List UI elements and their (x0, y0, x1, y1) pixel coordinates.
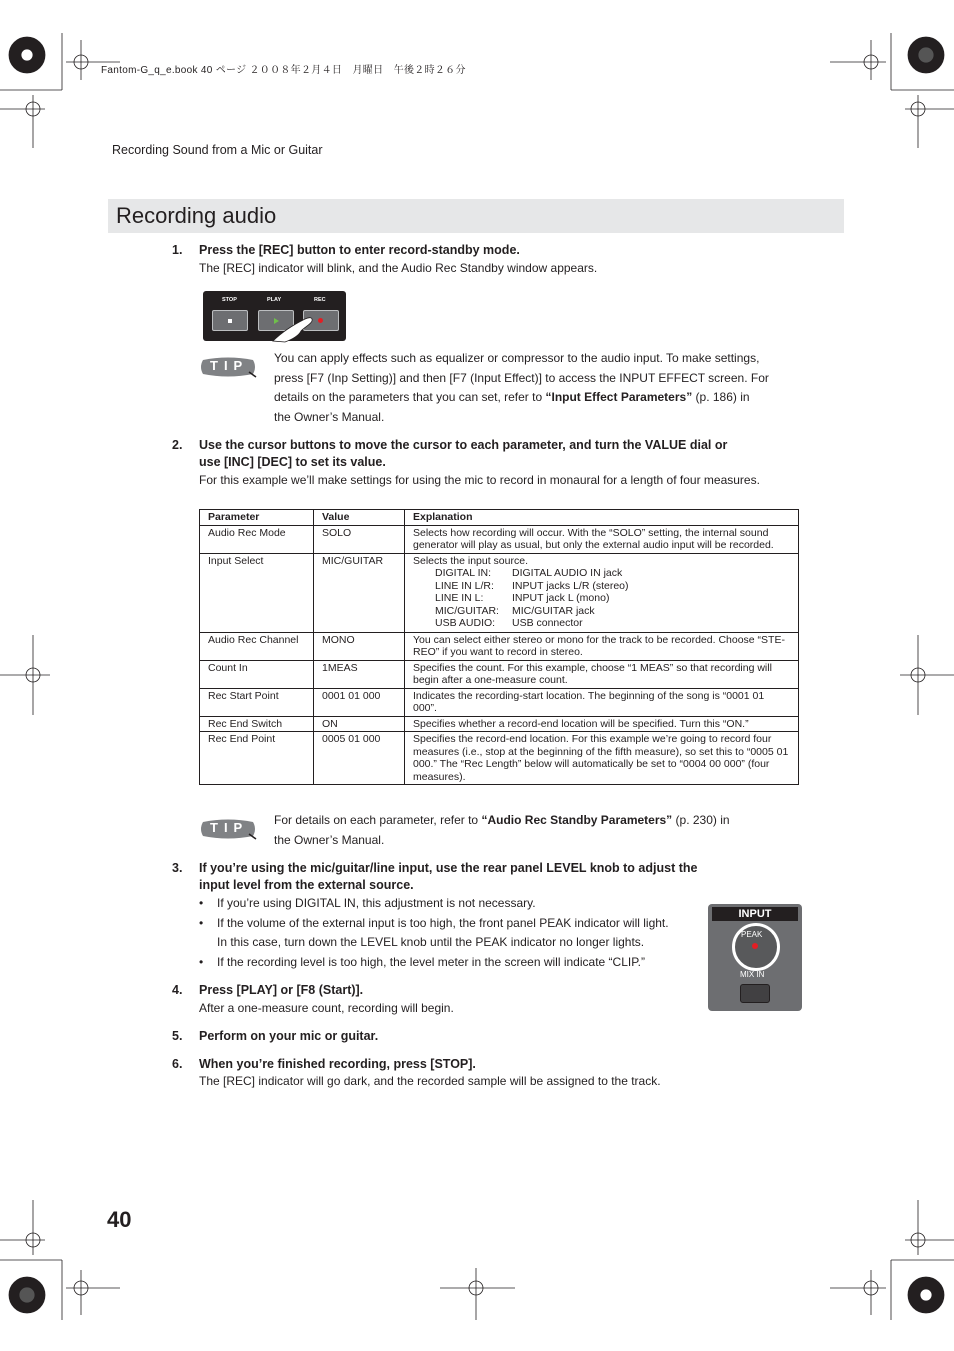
stop-label: STOP (222, 297, 237, 303)
mix-in-label: MIX IN (740, 970, 765, 979)
row-explanation: You can select either stereo or mono for the track to be recorded. Choose “STE-REO” if you want to record in stereo. (405, 632, 799, 660)
audio-rec-standby-ref: “Audio Rec Standby Parameters” (481, 813, 673, 827)
step-6-body: The [REC] indicator will go dark, and the recorded sample will be assigned to the track. (199, 1074, 661, 1088)
input-panel-title: INPUT (712, 907, 798, 921)
option-key: DIGITAL IN: (435, 567, 492, 579)
tip-2-line-1-pre: For details on each parameter, refer to (274, 813, 482, 827)
row-explanation (405, 553, 799, 632)
peak-led-icon (752, 943, 758, 949)
tip-1-text (274, 349, 814, 427)
mix-in-button[interactable] (740, 984, 770, 1003)
table-row (200, 716, 799, 732)
step-3-heading-line-1: If you’re using the mic/guitar/line input, use the rear panel LEVEL knob to adjust the (199, 861, 698, 875)
tip-1-line-3-post: (p. 186) in (692, 390, 750, 404)
parameter-table (199, 509, 799, 785)
step-1-body: The [REC] indicator will blink, and the Audio Rec Standby window appears. (199, 261, 598, 275)
input-option (413, 605, 790, 618)
table-row (200, 660, 799, 688)
option-value: DIGITAL AUDIO IN jack (512, 567, 623, 579)
input-select-desc: Selects the input source. (413, 554, 528, 567)
running-head: Recording Sound from a Mic or Guitar (112, 143, 323, 157)
step-4-body: After a one-measure count, recording will begin. (199, 1001, 454, 1015)
step-4-number: 4. (172, 983, 183, 997)
tip-1-line-2: press [F7 (Inp Setting)] and then [F7 (Input Effect)] to access the INPUT EFFECT screen. For (274, 370, 769, 385)
page-number: 40 (107, 1207, 132, 1232)
section-title-bar (108, 199, 844, 233)
rec-label: REC (314, 297, 326, 303)
tip-1-line-1: You can apply effects such as equalizer or compressor to the audio input. To make settings, (274, 351, 760, 365)
row-value: ON (314, 716, 405, 732)
peak-label: PEAK (741, 930, 763, 939)
step-3-heading-line-2: input level from the external source. (199, 878, 414, 892)
row-value: 0001 01 000 (314, 688, 405, 716)
play-label: PLAY (267, 297, 282, 303)
step-3-heading (199, 860, 809, 894)
row-param: Audio Rec Channel (200, 632, 314, 660)
row-explanation: Specifies whether a record-end location will be specified. Turn this “ON.” (405, 716, 799, 732)
finger-icon (265, 311, 325, 343)
tip-1-line-4: the Owner’s Manual. (274, 409, 385, 424)
stop-icon (228, 319, 232, 323)
row-value: 1MEAS (314, 660, 405, 688)
bullet-text: If the volume of the external input is too high, the front panel PEAK indicator will light. (217, 915, 669, 930)
step-6-heading: When you’re finished recording, press [STOP]. (199, 1057, 476, 1071)
tip-1-label: TIP (210, 358, 249, 373)
step-4-heading: Press [PLAY] or [F8 (Start)]. (199, 983, 364, 997)
input-option (413, 567, 790, 580)
step-2-heading (199, 437, 809, 471)
step-1-heading: Press the [REC] button to enter record-standby mode. (199, 243, 520, 257)
row-param: Count In (200, 660, 314, 688)
table-header-row (200, 510, 799, 526)
row-value: SOLO (314, 525, 405, 553)
bullet-text: In this case, turn down the LEVEL knob until the PEAK indicator no longer lights. (217, 935, 645, 949)
step-5-number: 5. (172, 1029, 183, 1043)
table-row (200, 632, 799, 660)
option-key: MIC/GUITAR: (435, 604, 499, 617)
table-row (200, 525, 799, 553)
step-1-number: 1. (172, 243, 183, 257)
header-value: Value (314, 510, 405, 526)
tip-2-text (274, 811, 814, 850)
step-2-body: For this example we’ll make settings for using the mic to record in monaural for a length of four measures. (199, 473, 760, 487)
tip-2-line-1 (274, 811, 814, 831)
transport-panel (203, 291, 346, 341)
list-item: • If you’re using DIGITAL IN, this adjustment is not necessary. (199, 896, 536, 910)
step-5-heading: Perform on your mic or guitar. (199, 1029, 379, 1043)
step-3-bullets (199, 894, 699, 972)
row-explanation: Specifies the count. For this example, choose “1 MEAS” so that recording will begin after a one-measure count. (405, 660, 799, 688)
option-value: INPUT jack L (mono) (512, 592, 610, 604)
step-6-number: 6. (172, 1057, 183, 1071)
input-effect-params-ref: “Input Effect Parameters” (545, 390, 693, 404)
row-param: Rec End Point (200, 732, 314, 785)
header-parameter: Parameter (200, 510, 314, 526)
tip-2-line-2: the Owner’s Manual. (274, 832, 385, 847)
bullet-text: If you’re using DIGITAL IN, this adjustment is not necessary. (217, 896, 536, 910)
input-option (413, 592, 790, 605)
row-value: MONO (314, 632, 405, 660)
stop-button[interactable] (212, 310, 248, 331)
step-3-number: 3. (172, 861, 183, 875)
row-param: Rec End Switch (200, 716, 314, 732)
table-row (200, 688, 799, 716)
row-value: 0005 01 000 (314, 732, 405, 785)
table-row (200, 553, 799, 632)
print-header: Fantom-G_q_e.book 40 ページ ２００８年２月４日 月曜日 午後２時２６分 (101, 65, 466, 76)
row-param: Audio Rec Mode (200, 525, 314, 553)
row-param: Rec Start Point (200, 688, 314, 716)
section-title: Recording audio (116, 203, 277, 228)
step-2-heading-line-1: Use the cursor buttons to move the cursor to each parameter, and turn the VALUE dial or (199, 438, 728, 452)
option-value: USB connector (512, 617, 583, 629)
row-explanation: Indicates the recording-start location. The beginning of the song is “0001 01 000”. (405, 688, 799, 716)
input-option (413, 617, 790, 631)
option-key: LINE IN L/R: (435, 579, 494, 592)
bullet-text: If the recording level is too high, the level meter in the screen will indicate “CLIP.” (217, 954, 645, 969)
list-item: • If the volume of the external input is too high, the front panel PEAK indicator will light. (199, 915, 669, 930)
row-explanation: Specifies the record-end location. For this example we’re going to record four measures (i.e., stop at the beginning of the fifth measure), so set this to “0005 01 000.” The “Rec Length” below will automatically be set to “0004 00 000” (four measures). (405, 732, 799, 785)
table-row (200, 732, 799, 785)
list-item: • If the recording level is too high, the level meter in the screen will indicate “CLIP.” (199, 954, 645, 969)
option-key: LINE IN L: (435, 592, 484, 604)
input-option (413, 580, 790, 593)
tip-2-line-1-post: (p. 230) in (672, 813, 730, 827)
step-2-number: 2. (172, 438, 183, 452)
tip-1-line-3-pre: details on the parameters that you can set, refer to (274, 390, 546, 404)
tip-2-label: TIP (210, 820, 249, 835)
option-value: INPUT jacks L/R (stereo) (512, 579, 629, 592)
input-panel (708, 904, 802, 1011)
header-explanation: Explanation (405, 510, 799, 526)
row-value: MIC/GUITAR (314, 553, 405, 632)
step-2-heading-line-2: use [INC] [DEC] to set its value. (199, 455, 386, 469)
row-param: Input Select (200, 553, 314, 632)
option-key: USB AUDIO: (435, 617, 496, 629)
option-value: MIC/GUITAR jack (512, 604, 595, 617)
list-item (199, 933, 699, 953)
row-explanation: Selects how recording will occur. With the “SOLO” setting, the internal sound generator will play as usual, but only the external audio input will be recorded. (405, 525, 799, 553)
tip-1-line-3 (274, 388, 814, 408)
